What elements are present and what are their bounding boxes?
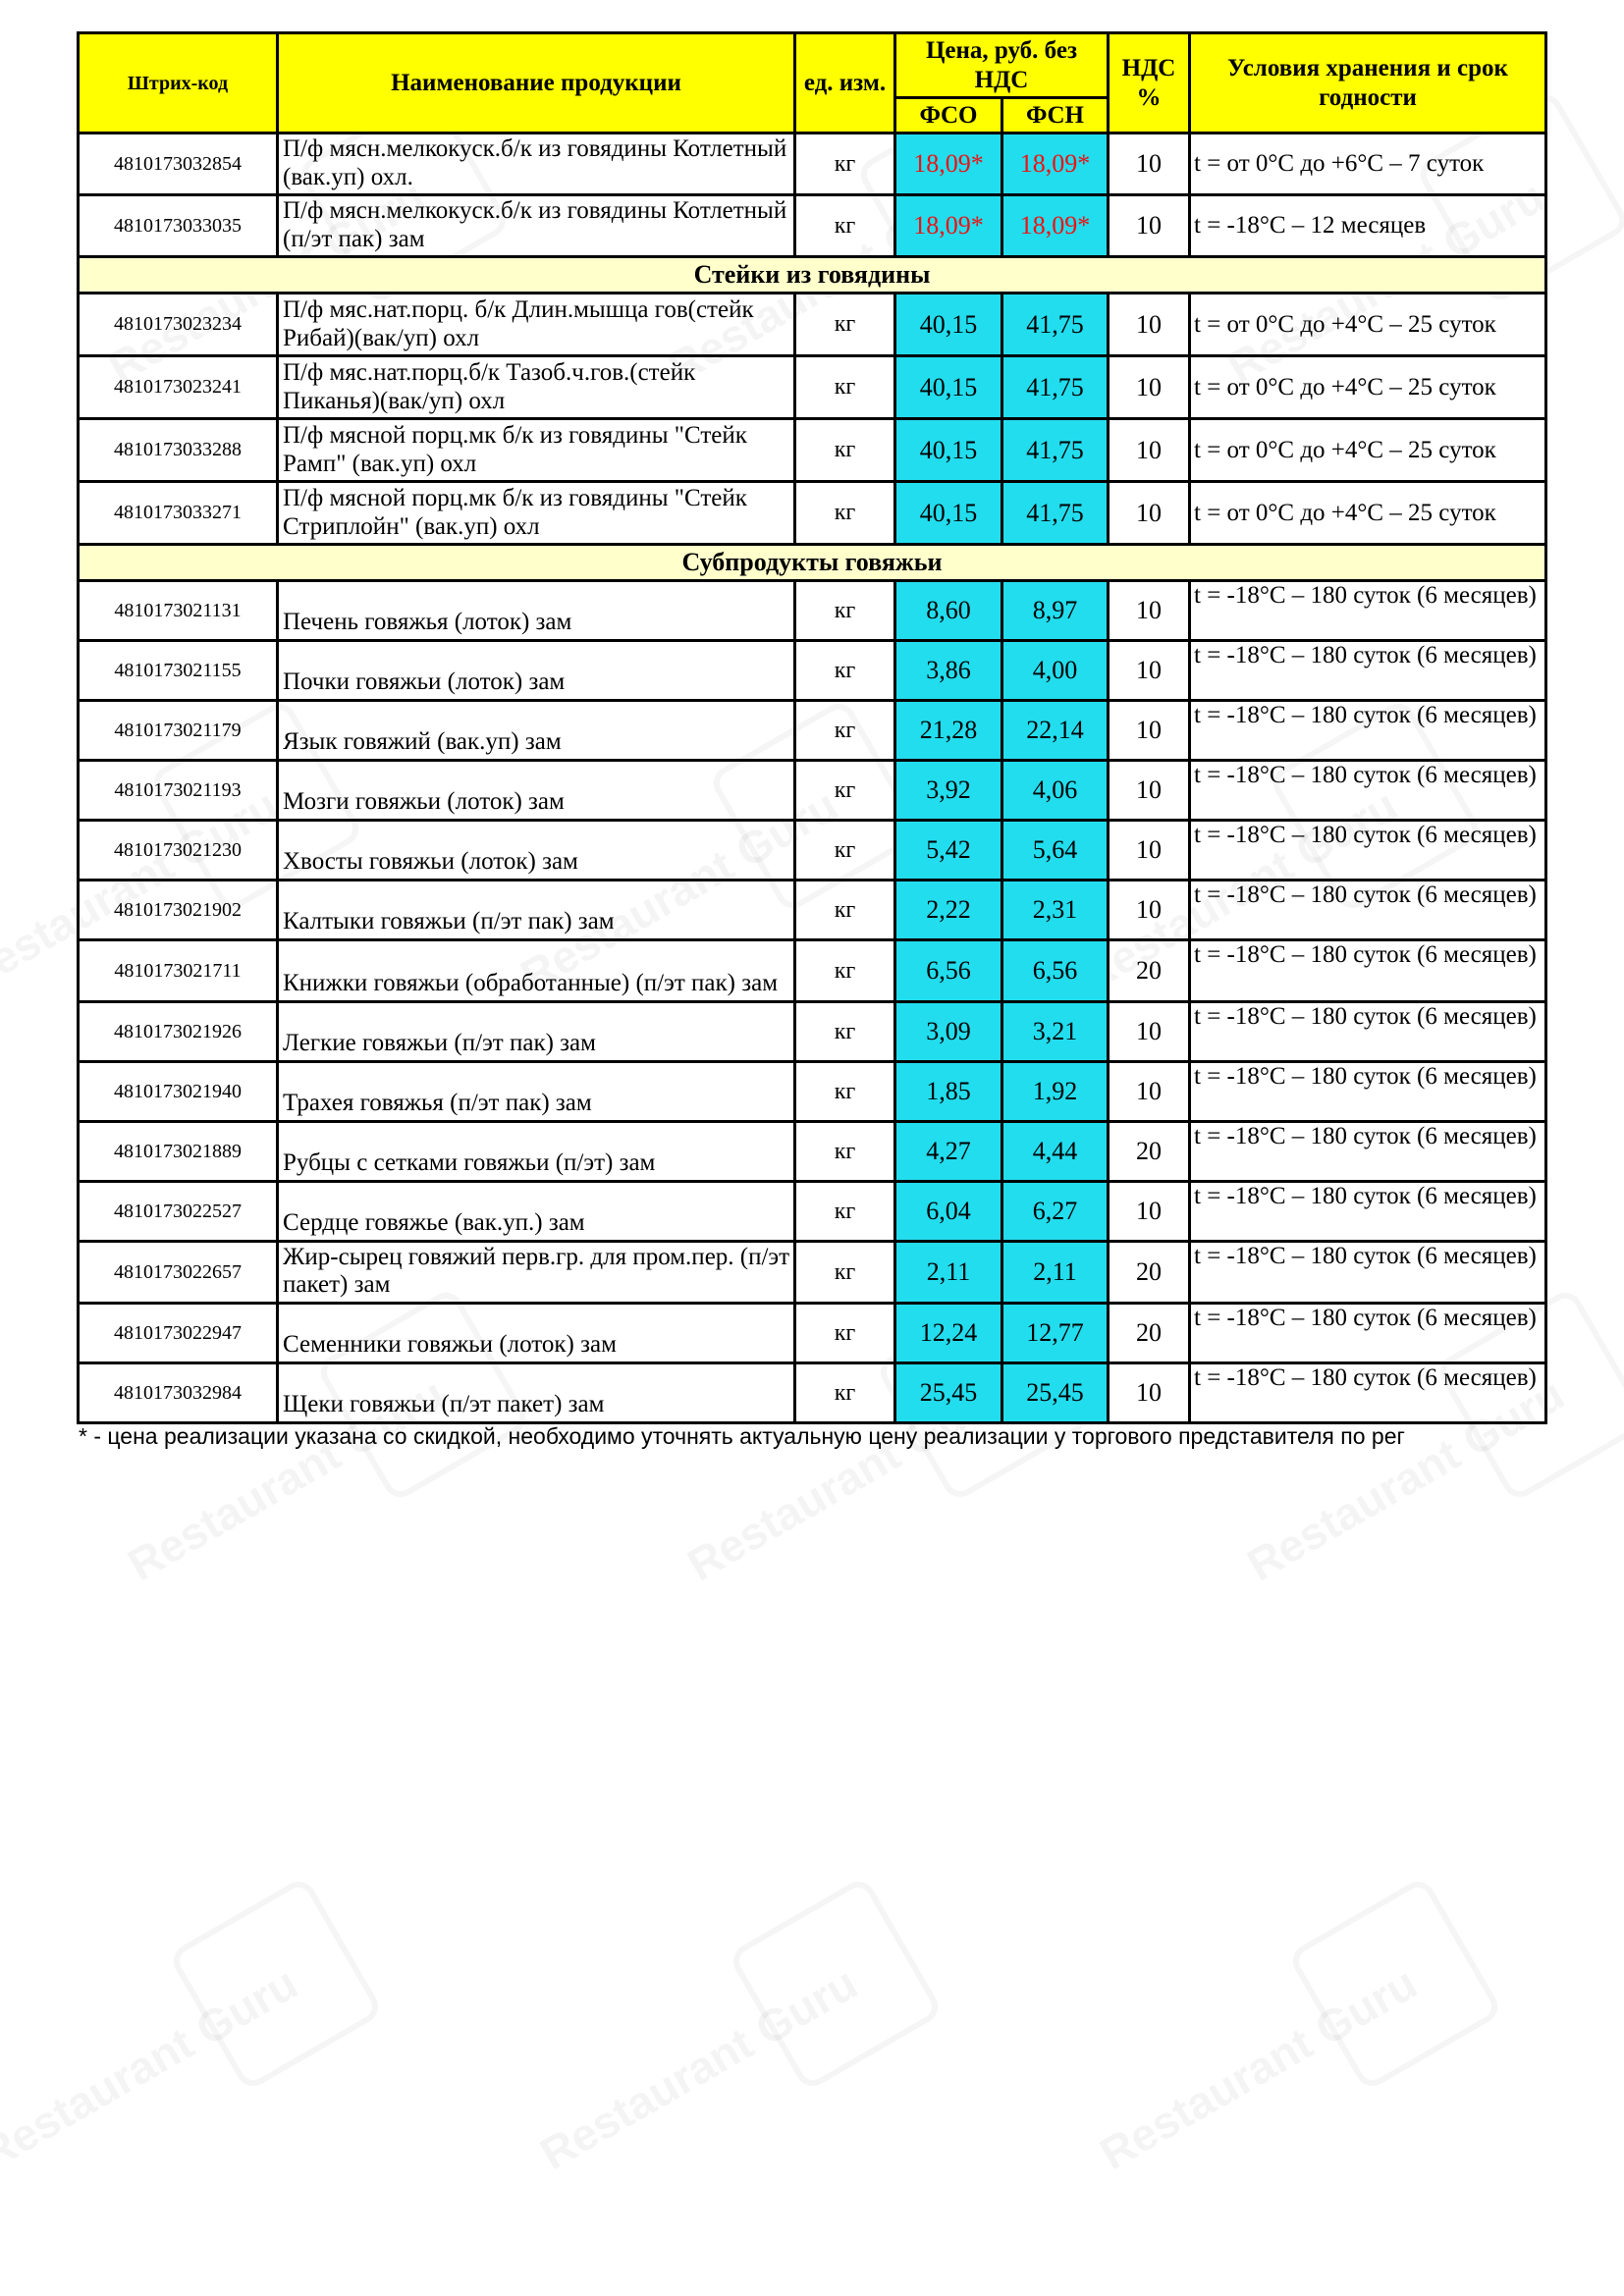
- storage-cell: t = -18°С – 180 суток (6 месяцев): [1190, 1122, 1546, 1182]
- product-name-cell: Мозги говяжьи (лоток) зам: [278, 761, 795, 821]
- barcode-cell: 4810173022527: [79, 1182, 278, 1242]
- price-fsn-cell: 41,75: [1002, 419, 1109, 482]
- unit-cell: кг: [795, 1062, 895, 1122]
- vat-cell: 10: [1109, 1062, 1190, 1122]
- price-fso-cell: 2,22: [895, 881, 1002, 940]
- storage-cell: t = от 0°С до +4°С – 25 суток: [1190, 419, 1546, 482]
- table-row: [79, 1122, 1546, 1182]
- product-name-cell: Почки говяжьи (лоток) зам: [278, 641, 795, 701]
- product-name-cell: Язык говяжий (вак.уп) зам: [278, 701, 795, 761]
- unit-cell: кг: [795, 1242, 895, 1304]
- vat-cell: 10: [1109, 294, 1190, 356]
- unit-cell: кг: [795, 881, 895, 940]
- barcode-cell: 4810173021926: [79, 1002, 278, 1062]
- table-row: [79, 940, 1546, 1002]
- price-fsn-cell: 18,09*: [1002, 133, 1109, 195]
- table-row: [79, 356, 1546, 419]
- product-name-cell: П/ф мясной порц.мк б/к из говядины "Стейк Рамп" (вак.уп) охл: [278, 419, 795, 482]
- storage-cell: t = -18°С – 180 суток (6 месяцев): [1190, 940, 1546, 1002]
- price-fsn-cell: 8,97: [1002, 581, 1109, 641]
- barcode-cell: 4810173023234: [79, 294, 278, 356]
- storage-cell: t = -18°С – 180 суток (6 месяцев): [1190, 581, 1546, 641]
- vat-cell: 10: [1109, 419, 1190, 482]
- table-row: [79, 1363, 1546, 1423]
- unit-cell: кг: [795, 1002, 895, 1062]
- storage-cell: t = -18°С – 180 суток (6 месяцев): [1190, 1002, 1546, 1062]
- unit-cell: кг: [795, 761, 895, 821]
- storage-cell: t = -18°С – 180 суток (6 месяцев): [1190, 1062, 1546, 1122]
- price-fsn-cell: 5,64: [1002, 821, 1109, 881]
- price-fsn-cell: 3,21: [1002, 1002, 1109, 1062]
- price-fsn-cell: 4,44: [1002, 1122, 1109, 1182]
- storage-cell: t = -18°С – 180 суток (6 месяцев): [1190, 881, 1546, 940]
- vat-cell: 10: [1109, 581, 1190, 641]
- table-row: [79, 581, 1546, 641]
- watermark-text: [1091, 1956, 1426, 2180]
- product-name-cell: Книжки говяжьи (обработанные) (п/эт пак) зам: [278, 940, 795, 1002]
- price-fso-cell: 40,15: [895, 419, 1002, 482]
- price-fsn-cell: 1,92: [1002, 1062, 1109, 1122]
- storage-cell: t = от 0°С до +6°С – 7 суток: [1190, 133, 1546, 195]
- vat-cell: 20: [1109, 940, 1190, 1002]
- vat-cell: 20: [1109, 1122, 1190, 1182]
- section-header-row: [79, 257, 1546, 294]
- unit-cell: кг: [795, 1304, 895, 1363]
- barcode-cell: 4810173032854: [79, 133, 278, 195]
- product-name-cell: Семенники говяжьи (лоток) зам: [278, 1304, 795, 1363]
- price-fsn-cell: 6,27: [1002, 1182, 1109, 1242]
- table-row: [79, 1062, 1546, 1122]
- price-list-table: [77, 31, 1544, 1424]
- product-name-cell: Щеки говяжьи (п/эт пакет) зам: [278, 1363, 795, 1423]
- barcode-cell: 4810173022947: [79, 1304, 278, 1363]
- price-fsn-cell: 2,11: [1002, 1242, 1109, 1304]
- unit-cell: кг: [795, 133, 895, 195]
- barcode-cell: 4810173021193: [79, 761, 278, 821]
- unit-cell: кг: [795, 195, 895, 257]
- vat-cell: 10: [1109, 641, 1190, 701]
- price-fsn-cell: 4,06: [1002, 761, 1109, 821]
- table-row: [79, 761, 1546, 821]
- vat-cell: 20: [1109, 1304, 1190, 1363]
- section-title: Субпродукты говяжьи: [79, 545, 1546, 581]
- vat-cell: 10: [1109, 821, 1190, 881]
- product-name-cell: П/ф мяс.нат.порц. б/к Длин.мышца гов(стейк Рибай)(вак/уп) охл: [278, 294, 795, 356]
- header-unit: ед. изм.: [795, 33, 895, 133]
- header-fsn: ФСН: [1002, 98, 1109, 133]
- table-row: [79, 1242, 1546, 1304]
- barcode-cell: 4810173021889: [79, 1122, 278, 1182]
- price-fso-cell: 25,45: [895, 1363, 1002, 1423]
- price-fso-cell: 5,42: [895, 821, 1002, 881]
- barcode-cell: 4810173033271: [79, 482, 278, 545]
- table-row: [79, 701, 1546, 761]
- storage-cell: t = от 0°С до +4°С – 25 суток: [1190, 482, 1546, 545]
- price-fso-cell: 2,11: [895, 1242, 1002, 1304]
- price-fso-cell: 8,60: [895, 581, 1002, 641]
- storage-cell: t = -18°С – 180 суток (6 месяцев): [1190, 641, 1546, 701]
- product-name-cell: Хвосты говяжьи (лоток) зам: [278, 821, 795, 881]
- storage-cell: t = -18°С – 180 суток (6 месяцев): [1190, 821, 1546, 881]
- storage-cell: t = -18°С – 180 суток (6 месяцев): [1190, 1304, 1546, 1363]
- unit-cell: кг: [795, 1182, 895, 1242]
- vat-cell: 10: [1109, 1182, 1190, 1242]
- unit-cell: кг: [795, 641, 895, 701]
- price-fsn-cell: 6,56: [1002, 940, 1109, 1002]
- storage-cell: t = -18°С – 180 суток (6 месяцев): [1190, 1182, 1546, 1242]
- unit-cell: кг: [795, 1363, 895, 1423]
- vat-cell: 10: [1109, 195, 1190, 257]
- price-fsn-cell: 2,31: [1002, 881, 1109, 940]
- price-fso-cell: 4,27: [895, 1122, 1002, 1182]
- unit-cell: кг: [795, 1122, 895, 1182]
- table-row: [79, 881, 1546, 940]
- product-name-cell: П/ф мясн.мелкокуск.б/к из говядины Котлетный (вак.уп) охл.: [278, 133, 795, 195]
- unit-cell: кг: [795, 482, 895, 545]
- barcode-cell: 4810173021711: [79, 940, 278, 1002]
- table-row: [79, 641, 1546, 701]
- price-fsn-cell: 18,09*: [1002, 195, 1109, 257]
- header-fso: ФСО: [895, 98, 1002, 133]
- product-name-cell: Трахея говяжья (п/эт пак) зам: [278, 1062, 795, 1122]
- table-row: [79, 1304, 1546, 1363]
- watermark-logo-icon: [1286, 1875, 1503, 2092]
- vat-cell: 10: [1109, 1363, 1190, 1423]
- price-fsn-cell: 12,77: [1002, 1304, 1109, 1363]
- unit-cell: кг: [795, 821, 895, 881]
- storage-cell: t = от 0°С до +4°С – 25 суток: [1190, 294, 1546, 356]
- storage-cell: t = -18°С – 12 месяцев: [1190, 195, 1546, 257]
- barcode-cell: 4810173021179: [79, 701, 278, 761]
- product-name-cell: Калтыки говяжьи (п/эт пак) зам: [278, 881, 795, 940]
- watermark-logo-icon: [167, 1875, 384, 2092]
- price-fso-cell: 6,56: [895, 940, 1002, 1002]
- header-name: Наименование продукции: [278, 33, 795, 133]
- table-row: [79, 1002, 1546, 1062]
- table-header: [79, 33, 1546, 133]
- price-fso-cell: 40,15: [895, 482, 1002, 545]
- storage-cell: t = -18°С – 180 суток (6 месяцев): [1190, 701, 1546, 761]
- table-row: [79, 1182, 1546, 1242]
- price-fso-cell: 21,28: [895, 701, 1002, 761]
- unit-cell: кг: [795, 940, 895, 1002]
- barcode-cell: 4810173023241: [79, 356, 278, 419]
- product-name-cell: Печень говяжья (лоток) зам: [278, 581, 795, 641]
- header-vat: НДС %: [1109, 33, 1190, 133]
- price-fsn-cell: 4,00: [1002, 641, 1109, 701]
- barcode-cell: 4810173021940: [79, 1062, 278, 1122]
- watermark-text: [0, 1956, 306, 2180]
- watermark-text: [531, 1956, 866, 2180]
- footnote: * - цена реализации указана со скидкой, необходимо уточнять актуальную цену реализации у торгового представителя по рег: [79, 1423, 1405, 1449]
- price-fsn-cell: 22,14: [1002, 701, 1109, 761]
- unit-cell: кг: [795, 581, 895, 641]
- section-header-row: [79, 545, 1546, 581]
- vat-cell: 10: [1109, 761, 1190, 821]
- barcode-cell: 4810173022657: [79, 1242, 278, 1304]
- storage-cell: t = -18°С – 180 суток (6 месяцев): [1190, 1363, 1546, 1423]
- product-name-cell: Легкие говяжьи (п/эт пак) зам: [278, 1002, 795, 1062]
- price-fso-cell: 40,15: [895, 294, 1002, 356]
- price-fso-cell: 1,85: [895, 1062, 1002, 1122]
- price-fsn-cell: 41,75: [1002, 294, 1109, 356]
- product-name-cell: П/ф мясн.мелкокуск.б/к из говядины Котлетный (п/эт пак) зам: [278, 195, 795, 257]
- vat-cell: 10: [1109, 881, 1190, 940]
- header-storage: Условия хранения и срок годности: [1190, 33, 1546, 133]
- storage-cell: t = -18°С – 180 суток (6 месяцев): [1190, 761, 1546, 821]
- vat-cell: 10: [1109, 133, 1190, 195]
- table-row: [79, 195, 1546, 257]
- barcode-cell: 4810173021902: [79, 881, 278, 940]
- barcode-cell: 4810173032984: [79, 1363, 278, 1423]
- price-fso-cell: 6,04: [895, 1182, 1002, 1242]
- header-price: Цена, руб. без НДС: [895, 33, 1109, 98]
- table-row: [79, 821, 1546, 881]
- unit-cell: кг: [795, 701, 895, 761]
- product-name-cell: Жир-сырец говяжий перв.гр. для пром.пер. (п/эт пакет) зам: [278, 1242, 795, 1304]
- storage-cell: t = -18°С – 180 суток (6 месяцев): [1190, 1242, 1546, 1304]
- unit-cell: кг: [795, 419, 895, 482]
- price-fso-cell: 40,15: [895, 356, 1002, 419]
- vat-cell: 10: [1109, 482, 1190, 545]
- price-fso-cell: 3,86: [895, 641, 1002, 701]
- vat-cell: 10: [1109, 356, 1190, 419]
- table-row: [79, 133, 1546, 195]
- storage-cell: t = от 0°С до +4°С – 25 суток: [1190, 356, 1546, 419]
- table-body: [79, 133, 1546, 1423]
- unit-cell: кг: [795, 356, 895, 419]
- product-name-cell: П/ф мяс.нат.порц.б/к Тазоб.ч.гов.(стейк Пиканья)(вак/уп) охл: [278, 356, 795, 419]
- unit-cell: кг: [795, 294, 895, 356]
- table-row: [79, 419, 1546, 482]
- watermark-logo-icon: [727, 1875, 944, 2092]
- barcode-cell: 4810173021155: [79, 641, 278, 701]
- product-name-cell: Рубцы с сетками говяжьи (п/эт) зам: [278, 1122, 795, 1182]
- price-fsn-cell: 41,75: [1002, 356, 1109, 419]
- vat-cell: 20: [1109, 1242, 1190, 1304]
- price-fsn-cell: 41,75: [1002, 482, 1109, 545]
- price-fso-cell: 3,09: [895, 1002, 1002, 1062]
- price-fso-cell: 3,92: [895, 761, 1002, 821]
- header-barcode: Штрих-код: [79, 33, 278, 133]
- vat-cell: 10: [1109, 701, 1190, 761]
- price-fso-cell: 18,09*: [895, 133, 1002, 195]
- barcode-cell: 4810173033035: [79, 195, 278, 257]
- price-fso-cell: 18,09*: [895, 195, 1002, 257]
- price-fso-cell: 12,24: [895, 1304, 1002, 1363]
- barcode-cell: 4810173021131: [79, 581, 278, 641]
- product-name-cell: Сердце говяжье (вак.уп.) зам: [278, 1182, 795, 1242]
- vat-cell: 10: [1109, 1002, 1190, 1062]
- barcode-cell: 4810173021230: [79, 821, 278, 881]
- price-fsn-cell: 25,45: [1002, 1363, 1109, 1423]
- table-row: [79, 294, 1546, 356]
- product-name-cell: П/ф мясной порц.мк б/к из говядины "Стейк Стриплойн" (вак.уп) охл: [278, 482, 795, 545]
- section-title: Стейки из говядины: [79, 257, 1546, 294]
- barcode-cell: 4810173033288: [79, 419, 278, 482]
- table-row: [79, 482, 1546, 545]
